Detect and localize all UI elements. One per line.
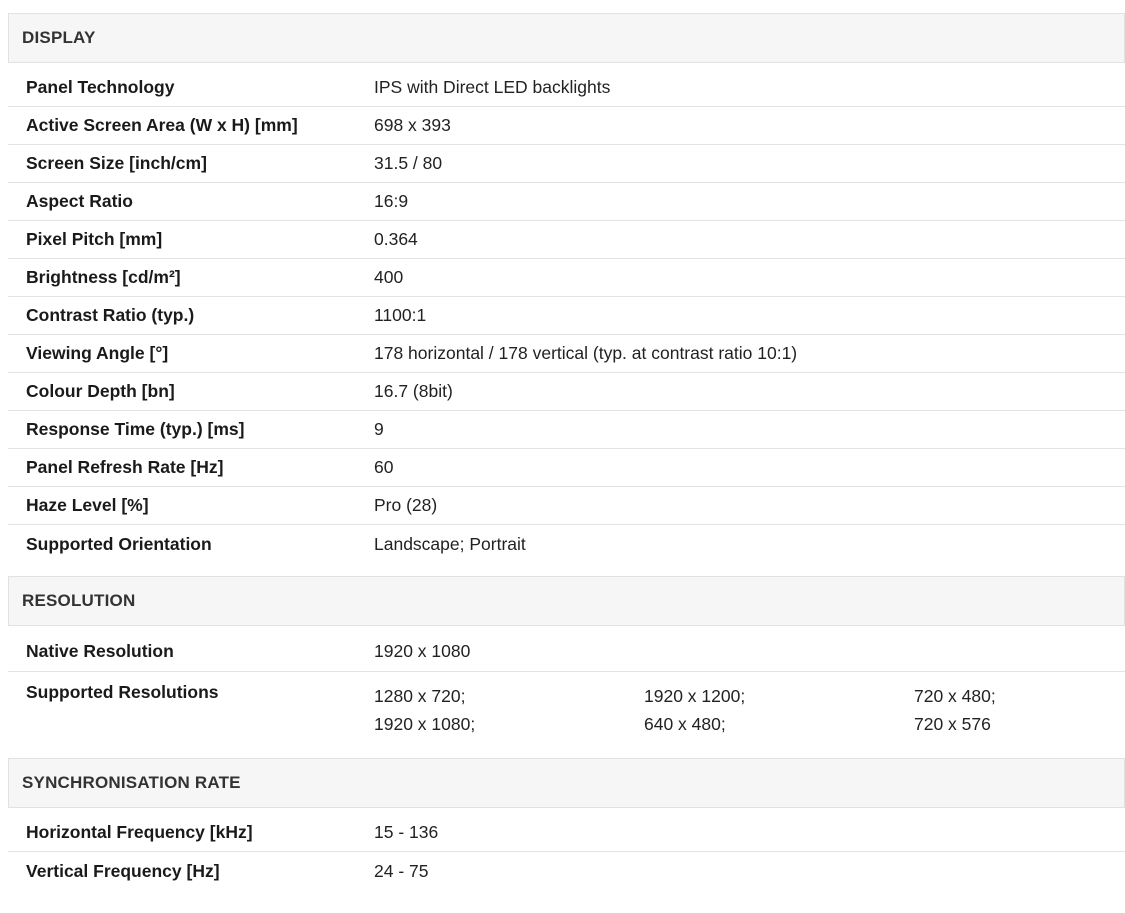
resolution-item: 720 x 576 xyxy=(914,714,991,734)
section-header-display xyxy=(8,13,1125,63)
spec-value: 698 x 393 xyxy=(374,115,451,135)
spec-row-contrast-ratio xyxy=(8,297,1125,335)
spec-label: Horizontal Frequency [kHz] xyxy=(26,822,253,842)
spec-value: 1100:1 xyxy=(374,305,427,325)
spec-sheet xyxy=(8,13,1125,903)
spec-label: Supported Orientation xyxy=(26,533,212,554)
spec-value: 0.364 xyxy=(374,229,418,249)
spec-label: Panel Refresh Rate [Hz] xyxy=(26,457,224,477)
spec-row-haze-level xyxy=(8,487,1125,525)
spec-row-vertical-frequency xyxy=(8,852,1125,890)
spec-label: Screen Size [inch/cm] xyxy=(26,153,207,173)
section-header-synchronisation-rate xyxy=(8,758,1125,808)
spec-row-brightness xyxy=(8,259,1125,297)
spec-label: Contrast Ratio (typ.) xyxy=(26,305,195,325)
spec-row-panel-technology xyxy=(8,69,1125,107)
spec-value: Landscape; Portrait xyxy=(374,533,526,554)
spec-value: 31.5 / 80 xyxy=(374,153,443,173)
spec-label: Supported Resolutions xyxy=(26,682,219,702)
spec-row-native-resolution xyxy=(8,632,1125,672)
spec-row-response-time xyxy=(8,411,1125,449)
spec-label: Native Resolution xyxy=(26,641,174,661)
spec-row-supported-resolutions xyxy=(8,672,1125,745)
spec-label: Haze Level [%] xyxy=(26,495,149,515)
spec-value: 24 - 75 xyxy=(374,860,429,881)
resolution-item: 1920 x 1200; xyxy=(644,686,746,706)
spec-value: Pro (28) xyxy=(374,495,438,515)
spec-value: 178 horizontal / 178 vertical (typ. at contrast ratio 10:1) xyxy=(374,343,798,363)
section-body-display xyxy=(8,63,1125,576)
section-body-synchronisation-rate xyxy=(8,808,1125,903)
supported-resolutions-list xyxy=(374,678,1125,735)
spec-row-active-screen-area xyxy=(8,107,1125,145)
resolution-item: 720 x 480; xyxy=(914,686,996,706)
spec-label: Panel Technology xyxy=(26,77,175,97)
section-title: SYNCHRONISATION RATE xyxy=(22,773,241,792)
section-title: RESOLUTION xyxy=(22,591,136,610)
resolution-item: 640 x 480; xyxy=(644,714,726,734)
section-header-resolution xyxy=(8,576,1125,626)
spec-value: 400 xyxy=(374,267,404,287)
spec-value: 60 xyxy=(374,457,394,477)
spec-label: Pixel Pitch [mm] xyxy=(26,229,163,249)
spec-value: 16.7 (8bit) xyxy=(374,381,453,401)
spec-label: Colour Depth [bn] xyxy=(26,381,175,401)
spec-value: 1920 x 1080 xyxy=(374,641,471,661)
spec-row-viewing-angle xyxy=(8,335,1125,373)
spec-label: Active Screen Area (W x H) [mm] xyxy=(26,115,298,135)
spec-row-screen-size xyxy=(8,145,1125,183)
spec-label: Brightness [cd/m²] xyxy=(26,267,181,287)
spec-row-panel-refresh-rate xyxy=(8,449,1125,487)
spec-row-colour-depth xyxy=(8,373,1125,411)
spec-value: IPS with Direct LED backlights xyxy=(374,77,611,97)
spec-row-horizontal-frequency xyxy=(8,814,1125,852)
spec-row-pixel-pitch xyxy=(8,221,1125,259)
spec-label: Response Time (typ.) [ms] xyxy=(26,419,245,439)
spec-row-aspect-ratio xyxy=(8,183,1125,221)
section-body-resolution xyxy=(8,626,1125,758)
resolution-item: 1280 x 720; xyxy=(374,686,466,706)
spec-value: 16:9 xyxy=(374,191,409,211)
spec-label: Vertical Frequency [Hz] xyxy=(26,860,220,881)
spec-value: 15 - 136 xyxy=(374,822,439,842)
spec-label: Viewing Angle [°] xyxy=(26,343,169,363)
resolution-item: 1920 x 1080; xyxy=(374,714,476,734)
spec-label: Aspect Ratio xyxy=(26,191,133,211)
spec-row-supported-orientation xyxy=(8,525,1125,563)
section-title: DISPLAY xyxy=(22,28,96,47)
spec-value: 9 xyxy=(374,419,384,439)
